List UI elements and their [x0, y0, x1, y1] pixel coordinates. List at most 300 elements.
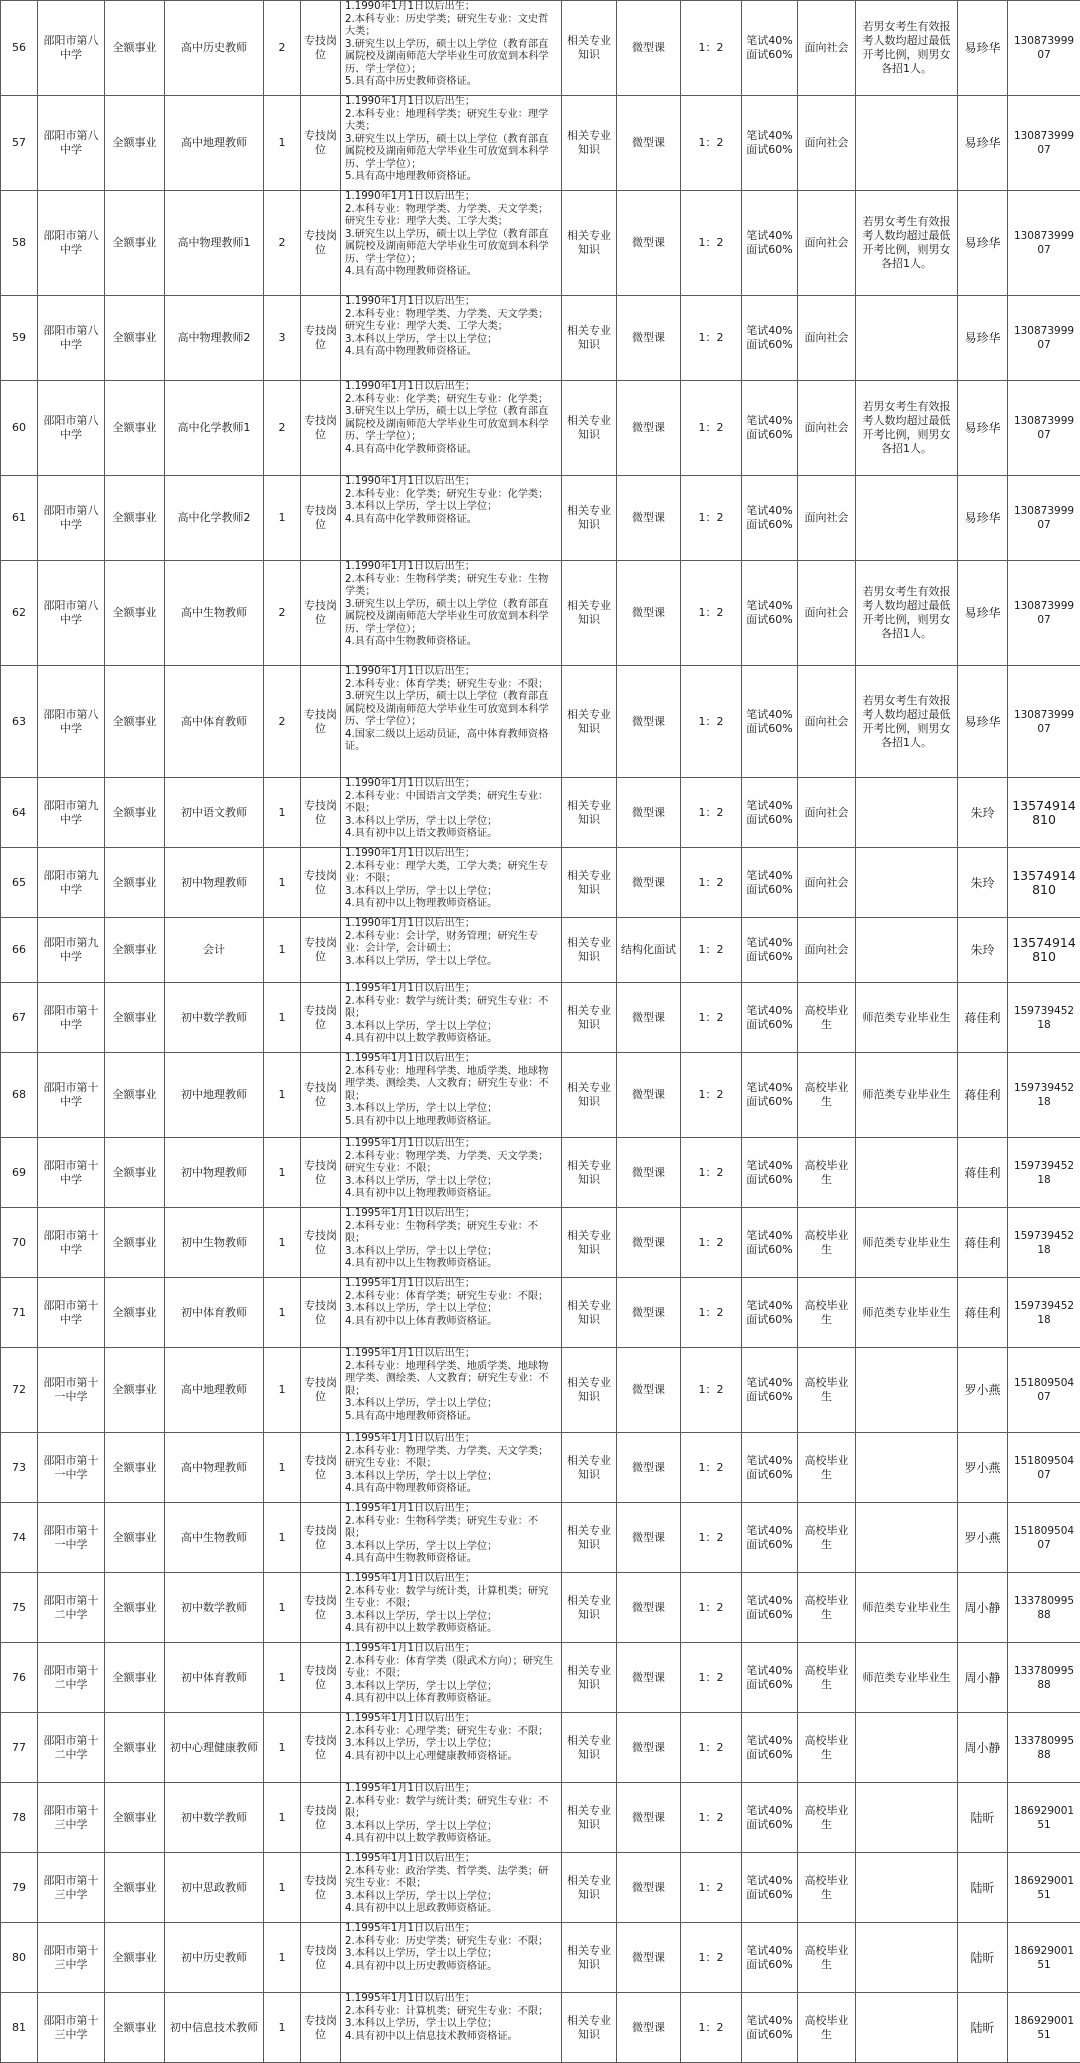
post-category: 专技岗位	[301, 96, 341, 191]
requirement-line: 2.本科专业：历史学类；研究生专业：不限；	[345, 1936, 557, 1949]
requirements	[341, 1783, 562, 1853]
row-number: 56	[1, 1, 38, 96]
interview-method: 微型课	[617, 1, 681, 96]
written-exam-subject: 相关专业知识	[562, 191, 617, 296]
funding-type: 全额事业	[105, 191, 165, 296]
funding-type: 全额事业	[105, 1923, 165, 1993]
contact-person: 陆昕	[958, 1993, 1008, 2063]
interview-method: 微型课	[617, 191, 681, 296]
exam-ratio: 1：2	[681, 1053, 742, 1138]
table-row	[1, 1783, 1080, 1853]
post-name: 高中物理教师2	[165, 296, 264, 381]
requirement-line: 3.本科以上学历，学士以上学位；	[345, 886, 557, 899]
requirements	[341, 296, 562, 381]
requirements	[341, 1713, 562, 1783]
row-number: 77	[1, 1713, 38, 1783]
requirement-line: 2.本科专业：地理科学类、地质学类、地球物理学类、测绘类、人文教育；研究生专业：不限；	[345, 1066, 557, 1104]
funding-type: 全额事业	[105, 1643, 165, 1713]
employer-unit: 邵阳市第十一中学	[38, 1433, 105, 1503]
contact-phone: 13087399907	[1008, 1, 1080, 96]
exam-ratio: 1：2	[681, 1993, 742, 2063]
target-applicants: 高校毕业生	[798, 1503, 856, 1573]
post-count: 2	[264, 561, 301, 666]
employer-unit: 邵阳市第八中学	[38, 1, 105, 96]
target-applicants: 高校毕业生	[798, 1208, 856, 1278]
row-number: 59	[1, 296, 38, 381]
written-exam-subject: 相关专业知识	[562, 778, 617, 848]
target-applicants: 面向社会	[798, 778, 856, 848]
contact-phone: 15180950407	[1008, 1433, 1080, 1503]
requirement-line: 5.具有高中历史教师资格证。	[345, 76, 557, 89]
written-exam-subject: 相关专业知识	[562, 1, 617, 96]
requirement-line: 4.具有高中物理教师资格证。	[345, 1483, 557, 1496]
requirements	[341, 1053, 562, 1138]
remark: 若男女考生有效报考人数均超过最低开考比例，则男女各招1人。	[856, 561, 958, 666]
requirement-line: 3.本科以上学历，学士以上学位；	[345, 2018, 557, 2031]
employer-unit: 邵阳市第八中学	[38, 296, 105, 381]
post-category: 专技岗位	[301, 1643, 341, 1713]
exam-ratio: 1：2	[681, 1713, 742, 1783]
contact-phone: 13378099588	[1008, 1643, 1080, 1713]
requirement-line: 2.本科专业：体育学类；研究生专业：不限；	[345, 1291, 557, 1304]
table-row	[1, 191, 1080, 296]
contact-person: 周小静	[958, 1573, 1008, 1643]
contact-phone: 15973945218	[1008, 1053, 1080, 1138]
contact-person: 陆昕	[958, 1783, 1008, 1853]
interview-method: 微型课	[617, 96, 681, 191]
requirement-line: 4.具有初中以上思政教师资格证。	[345, 1903, 557, 1916]
written-exam-subject: 相关专业知识	[562, 1643, 617, 1713]
requirement-line: 1.1995年1月1日以后出生；	[345, 1643, 557, 1656]
table-row	[1, 381, 1080, 476]
employer-unit: 邵阳市第九中学	[38, 848, 105, 918]
remark	[856, 476, 958, 561]
contact-phone: 15180950407	[1008, 1348, 1080, 1433]
exam-ratio: 1：2	[681, 778, 742, 848]
contact-phone: 13087399907	[1008, 666, 1080, 778]
requirement-line: 1.1995年1月1日以后出生；	[345, 1713, 557, 1726]
requirement-line: 4.具有初中以上历史教师资格证。	[345, 1961, 557, 1974]
score-weighting: 笔试40%面试60%	[742, 1853, 798, 1923]
row-number: 60	[1, 381, 38, 476]
post-name: 初中体育教师	[165, 1643, 264, 1713]
requirement-line: 4.具有高中生物教师资格证。	[345, 636, 557, 649]
requirement-line: 3.本科以上学历，学士以上学位；	[345, 1021, 557, 1034]
post-count: 1	[264, 848, 301, 918]
employer-unit: 邵阳市第八中学	[38, 191, 105, 296]
post-name: 初中数学教师	[165, 1783, 264, 1853]
requirement-line: 3.本科以上学历，学士以上学位；	[345, 1103, 557, 1116]
requirement-line: 1.1995年1月1日以后出生；	[345, 1348, 557, 1361]
remark	[856, 1993, 958, 2063]
requirement-line: 2.本科专业：会计学，财务管理；研究生专业：会计学，会计硕士；	[345, 931, 557, 956]
requirement-line: 1.1995年1月1日以后出生；	[345, 1208, 557, 1221]
funding-type: 全额事业	[105, 1783, 165, 1853]
requirement-line: 2.本科专业：体育学类；研究生专业：不限；	[345, 679, 557, 692]
requirement-line: 4.国家二级以上运动员证，高中体育教师资格证。	[345, 729, 557, 754]
post-category: 专技岗位	[301, 476, 341, 561]
score-weighting: 笔试40%面试60%	[742, 1573, 798, 1643]
remark	[856, 848, 958, 918]
post-count: 2	[264, 191, 301, 296]
table-row	[1, 1643, 1080, 1713]
interview-method: 微型课	[617, 1853, 681, 1923]
post-name: 初中地理教师	[165, 1053, 264, 1138]
funding-type: 全额事业	[105, 1503, 165, 1573]
requirement-line: 3.研究生以上学历，硕士以上学位（教育部直属院校及湖南师范大学毕业生可放宽到本科学历、学士学位）；	[345, 599, 557, 637]
funding-type: 全额事业	[105, 1993, 165, 2063]
requirement-line: 2.本科专业：物理学类、力学类、天文学类；研究生专业：不限；	[345, 1151, 557, 1176]
remark: 若男女考生有效报考人数均超过最低开考比例，则男女各招1人。	[856, 191, 958, 296]
requirement-line: 1.1995年1月1日以后出生；	[345, 1053, 557, 1066]
post-count: 1	[264, 1208, 301, 1278]
exam-ratio: 1：2	[681, 1278, 742, 1348]
row-number: 81	[1, 1993, 38, 2063]
interview-method: 微型课	[617, 1503, 681, 1573]
exam-ratio: 1：2	[681, 1348, 742, 1433]
exam-ratio: 1：2	[681, 1433, 742, 1503]
written-exam-subject: 相关专业知识	[562, 1503, 617, 1573]
post-count: 1	[264, 1138, 301, 1208]
score-weighting: 笔试40%面试60%	[742, 1433, 798, 1503]
contact-person: 陆昕	[958, 1923, 1008, 1993]
table-row	[1, 561, 1080, 666]
interview-method: 微型课	[617, 1643, 681, 1713]
contact-person: 蒋佳利	[958, 983, 1008, 1053]
remark: 师范类专业毕业生	[856, 1643, 958, 1713]
score-weighting: 笔试40%面试60%	[742, 1713, 798, 1783]
table-row	[1, 1053, 1080, 1138]
post-category: 专技岗位	[301, 191, 341, 296]
score-weighting: 笔试40%面试60%	[742, 1138, 798, 1208]
post-category: 专技岗位	[301, 1053, 341, 1138]
score-weighting: 笔试40%面试60%	[742, 1503, 798, 1573]
score-weighting: 笔试40%面试60%	[742, 1643, 798, 1713]
written-exam-subject: 相关专业知识	[562, 1348, 617, 1433]
row-number: 78	[1, 1783, 38, 1853]
row-number: 72	[1, 1348, 38, 1433]
written-exam-subject: 相关专业知识	[562, 1053, 617, 1138]
target-applicants: 高校毕业生	[798, 1923, 856, 1993]
written-exam-subject: 相关专业知识	[562, 1278, 617, 1348]
target-applicants: 面向社会	[798, 1, 856, 96]
interview-method: 微型课	[617, 1348, 681, 1433]
requirement-line: 1.1995年1月1日以后出生；	[345, 1138, 557, 1151]
funding-type: 全额事业	[105, 918, 165, 983]
requirement-line: 3.研究生以上学历，硕士以上学位（教育部直属院校及湖南师范大学毕业生可放宽到本科学历、学士学位）；	[345, 229, 557, 267]
row-number: 68	[1, 1053, 38, 1138]
requirement-line: 4.具有初中以上生物教师资格证。	[345, 1258, 557, 1271]
requirement-line: 2.本科专业：计算机类；研究生专业：不限；	[345, 2006, 557, 2019]
table-row	[1, 983, 1080, 1053]
requirements	[341, 1853, 562, 1923]
exam-ratio: 1：2	[681, 1643, 742, 1713]
employer-unit: 邵阳市第十二中学	[38, 1643, 105, 1713]
contact-person: 蒋佳利	[958, 1138, 1008, 1208]
remark: 师范类专业毕业生	[856, 1278, 958, 1348]
score-weighting: 笔试40%面试60%	[742, 848, 798, 918]
row-number: 65	[1, 848, 38, 918]
contact-phone: 13087399907	[1008, 96, 1080, 191]
post-category: 专技岗位	[301, 1208, 341, 1278]
score-weighting: 笔试40%面试60%	[742, 96, 798, 191]
interview-method: 微型课	[617, 983, 681, 1053]
row-number: 80	[1, 1923, 38, 1993]
score-weighting: 笔试40%面试60%	[742, 1348, 798, 1433]
contact-phone: 13087399907	[1008, 381, 1080, 476]
requirements	[341, 1348, 562, 1433]
interview-method: 微型课	[617, 1138, 681, 1208]
contact-phone: 18692900151	[1008, 1993, 1080, 2063]
post-category: 专技岗位	[301, 1433, 341, 1503]
requirement-line: 1.1990年1月1日以后出生；	[345, 96, 557, 109]
requirement-line: 2.本科专业：历史学类；研究生专业：文史哲大类；	[345, 14, 557, 39]
requirement-line: 4.具有高中生物教师资格证。	[345, 1553, 557, 1566]
requirement-line: 4.具有高中化学教师资格证。	[345, 444, 557, 457]
funding-type: 全额事业	[105, 1348, 165, 1433]
requirement-line: 3.本科以上学历，学士以上学位；	[345, 501, 557, 514]
requirement-line: 2.本科专业：数学与统计类；研究生专业：不限；	[345, 996, 557, 1021]
remark: 若男女考生有效报考人数均超过最低开考比例，则男女各招1人。	[856, 381, 958, 476]
contact-phone: 13378099588	[1008, 1573, 1080, 1643]
post-category: 专技岗位	[301, 983, 341, 1053]
requirement-line: 4.具有初中以上语文教师资格证。	[345, 828, 557, 841]
post-count: 1	[264, 1433, 301, 1503]
post-category: 专技岗位	[301, 1573, 341, 1643]
interview-method: 微型课	[617, 1923, 681, 1993]
requirements	[341, 381, 562, 476]
requirements	[341, 918, 562, 983]
written-exam-subject: 相关专业知识	[562, 476, 617, 561]
requirement-line: 1.1995年1月1日以后出生；	[345, 983, 557, 996]
target-applicants: 高校毕业生	[798, 1853, 856, 1923]
requirement-line: 3.本科以上学历，学士以上学位；	[345, 1891, 557, 1904]
post-name: 高中地理教师	[165, 1348, 264, 1433]
target-applicants: 面向社会	[798, 666, 856, 778]
requirements	[341, 778, 562, 848]
interview-method: 微型课	[617, 666, 681, 778]
contact-person: 易珍华	[958, 1, 1008, 96]
requirement-line: 1.1990年1月1日以后出生；	[345, 918, 557, 931]
requirement-line: 1.1990年1月1日以后出生；	[345, 666, 557, 679]
employer-unit: 邵阳市第八中学	[38, 561, 105, 666]
employer-unit: 邵阳市第八中学	[38, 96, 105, 191]
interview-method: 微型课	[617, 1053, 681, 1138]
post-name: 高中物理教师	[165, 1433, 264, 1503]
post-count: 1	[264, 778, 301, 848]
requirement-line: 2.本科专业：生物科学类；研究生专业：生物学类；	[345, 574, 557, 599]
requirement-line: 3.本科以上学历，学士以上学位；	[345, 1246, 557, 1259]
employer-unit: 邵阳市第十中学	[38, 1278, 105, 1348]
exam-ratio: 1：2	[681, 561, 742, 666]
score-weighting: 笔试40%面试60%	[742, 1053, 798, 1138]
requirement-line: 1.1995年1月1日以后出生；	[345, 1923, 557, 1936]
post-category: 专技岗位	[301, 1278, 341, 1348]
funding-type: 全额事业	[105, 1208, 165, 1278]
requirement-line: 3.本科以上学历，学士以上学位；	[345, 1303, 557, 1316]
interview-method: 微型课	[617, 561, 681, 666]
remark	[856, 1138, 958, 1208]
requirements	[341, 1573, 562, 1643]
funding-type: 全额事业	[105, 96, 165, 191]
score-weighting: 笔试40%面试60%	[742, 983, 798, 1053]
requirement-line: 3.本科以上学历，学士以上学位。	[345, 956, 557, 969]
written-exam-subject: 相关专业知识	[562, 561, 617, 666]
contact-person: 朱玲	[958, 918, 1008, 983]
target-applicants: 面向社会	[798, 296, 856, 381]
employer-unit: 邵阳市第十中学	[38, 1053, 105, 1138]
requirement-line: 1.1990年1月1日以后出生；	[345, 191, 557, 204]
requirements	[341, 983, 562, 1053]
remark: 师范类专业毕业生	[856, 1208, 958, 1278]
row-number: 71	[1, 1278, 38, 1348]
written-exam-subject: 相关专业知识	[562, 381, 617, 476]
post-category: 专技岗位	[301, 561, 341, 666]
requirement-line: 3.本科以上学历，学士以上学位；	[345, 1821, 557, 1834]
table-row	[1, 1923, 1080, 1993]
written-exam-subject: 相关专业知识	[562, 1853, 617, 1923]
interview-method: 微型课	[617, 848, 681, 918]
post-category: 专技岗位	[301, 778, 341, 848]
requirement-line: 2.本科专业：化学类；研究生专业：化学类；	[345, 394, 557, 407]
row-number: 70	[1, 1208, 38, 1278]
exam-ratio: 1：2	[681, 1923, 742, 1993]
post-category: 专技岗位	[301, 1853, 341, 1923]
post-name: 初中物理教师	[165, 1138, 264, 1208]
score-weighting: 笔试40%面试60%	[742, 1783, 798, 1853]
written-exam-subject: 相关专业知识	[562, 1923, 617, 1993]
row-number: 73	[1, 1433, 38, 1503]
post-count: 2	[264, 381, 301, 476]
funding-type: 全额事业	[105, 381, 165, 476]
interview-method: 微型课	[617, 1278, 681, 1348]
requirement-line: 2.本科专业：地理科学类；研究生专业：理学大类；	[345, 109, 557, 134]
target-applicants: 高校毕业生	[798, 1713, 856, 1783]
requirement-line: 3.研究生以上学历，硕士以上学位（教育部直属院校及湖南师范大学毕业生可放宽到本科学历、学士学位）；	[345, 691, 557, 729]
requirement-line: 2.本科专业：政治学类、哲学类、法学类；研究生专业：不限；	[345, 1866, 557, 1891]
row-number: 79	[1, 1853, 38, 1923]
table-row	[1, 918, 1080, 983]
remark	[856, 296, 958, 381]
contact-person: 蒋佳利	[958, 1278, 1008, 1348]
table-body	[1, 1, 1080, 2063]
requirement-line: 3.本科以上学历，学士以上学位；	[345, 1471, 557, 1484]
contact-phone: 15973945218	[1008, 983, 1080, 1053]
post-count: 2	[264, 1, 301, 96]
target-applicants: 面向社会	[798, 848, 856, 918]
post-count: 1	[264, 1573, 301, 1643]
requirement-line: 1.1995年1月1日以后出生；	[345, 1993, 557, 2006]
written-exam-subject: 相关专业知识	[562, 1993, 617, 2063]
score-weighting: 笔试40%面试60%	[742, 778, 798, 848]
contact-person: 蒋佳利	[958, 1053, 1008, 1138]
funding-type: 全额事业	[105, 1573, 165, 1643]
post-name: 初中数学教师	[165, 983, 264, 1053]
target-applicants: 高校毕业生	[798, 983, 856, 1053]
contact-person: 朱玲	[958, 848, 1008, 918]
remark	[856, 1348, 958, 1433]
remark	[856, 1923, 958, 1993]
contact-phone: 18692900151	[1008, 1783, 1080, 1853]
exam-ratio: 1：2	[681, 381, 742, 476]
contact-phone: 18692900151	[1008, 1853, 1080, 1923]
requirements	[341, 1503, 562, 1573]
row-number: 74	[1, 1503, 38, 1573]
requirement-line: 5.具有高中地理教师资格证。	[345, 1411, 557, 1424]
contact-person: 周小静	[958, 1713, 1008, 1783]
interview-method: 微型课	[617, 476, 681, 561]
target-applicants: 面向社会	[798, 96, 856, 191]
contact-person: 罗小燕	[958, 1503, 1008, 1573]
exam-ratio: 1：2	[681, 666, 742, 778]
post-count: 1	[264, 1923, 301, 1993]
contact-phone: 18692900151	[1008, 1923, 1080, 1993]
requirement-line: 4.具有初中以上心理健康教师资格证。	[345, 1751, 557, 1764]
remark	[856, 1853, 958, 1923]
written-exam-subject: 相关专业知识	[562, 1783, 617, 1853]
target-applicants: 高校毕业生	[798, 1348, 856, 1433]
target-applicants: 高校毕业生	[798, 1433, 856, 1503]
requirements	[341, 191, 562, 296]
requirements	[341, 1923, 562, 1993]
table-row	[1, 1853, 1080, 1923]
score-weighting: 笔试40%面试60%	[742, 1923, 798, 1993]
requirement-line: 2.本科专业：物理学类、力学类、天文学类；研究生专业：理学大类、工学大类；	[345, 309, 557, 334]
post-count: 1	[264, 96, 301, 191]
exam-ratio: 1：2	[681, 1573, 742, 1643]
post-count: 2	[264, 666, 301, 778]
requirement-line: 4.具有高中物理教师资格证。	[345, 346, 557, 359]
funding-type: 全额事业	[105, 476, 165, 561]
exam-ratio: 1：2	[681, 296, 742, 381]
requirement-line: 2.本科专业：生物科学类；研究生专业：不限；	[345, 1516, 557, 1541]
score-weighting: 笔试40%面试60%	[742, 918, 798, 983]
requirement-line: 1.1990年1月1日以后出生；	[345, 778, 557, 791]
requirement-line: 4.具有初中以上物理教师资格证。	[345, 898, 557, 911]
requirements	[341, 1993, 562, 2063]
employer-unit: 邵阳市第十三中学	[38, 1853, 105, 1923]
score-weighting: 笔试40%面试60%	[742, 296, 798, 381]
employer-unit: 邵阳市第十一中学	[38, 1503, 105, 1573]
requirement-line: 1.1990年1月1日以后出生；	[345, 476, 557, 489]
funding-type: 全额事业	[105, 1713, 165, 1783]
target-applicants: 面向社会	[798, 918, 856, 983]
exam-ratio: 1：2	[681, 1783, 742, 1853]
requirement-line: 1.1990年1月1日以后出生；	[345, 848, 557, 861]
exam-ratio: 1：2	[681, 1, 742, 96]
remark	[856, 1713, 958, 1783]
exam-ratio: 1：2	[681, 1503, 742, 1573]
contact-person: 陆昕	[958, 1853, 1008, 1923]
requirement-line: 5.具有高中地理教师资格证。	[345, 171, 557, 184]
requirement-line: 2.本科专业：数学与统计类，计算机类；研究生专业：不限；	[345, 1586, 557, 1611]
requirement-line: 4.具有初中以上数学教师资格证。	[345, 1833, 557, 1846]
post-name: 初中心理健康教师	[165, 1713, 264, 1783]
contact-phone: 13087399907	[1008, 296, 1080, 381]
funding-type: 全额事业	[105, 1138, 165, 1208]
contact-person: 朱玲	[958, 778, 1008, 848]
funding-type: 全额事业	[105, 1053, 165, 1138]
funding-type: 全额事业	[105, 778, 165, 848]
post-count: 1	[264, 1993, 301, 2063]
interview-method: 微型课	[617, 1208, 681, 1278]
employer-unit: 邵阳市第八中学	[38, 666, 105, 778]
interview-method: 微型课	[617, 1993, 681, 2063]
funding-type: 全额事业	[105, 1853, 165, 1923]
post-category: 专技岗位	[301, 848, 341, 918]
funding-type: 全额事业	[105, 296, 165, 381]
post-name: 高中物理教师1	[165, 191, 264, 296]
